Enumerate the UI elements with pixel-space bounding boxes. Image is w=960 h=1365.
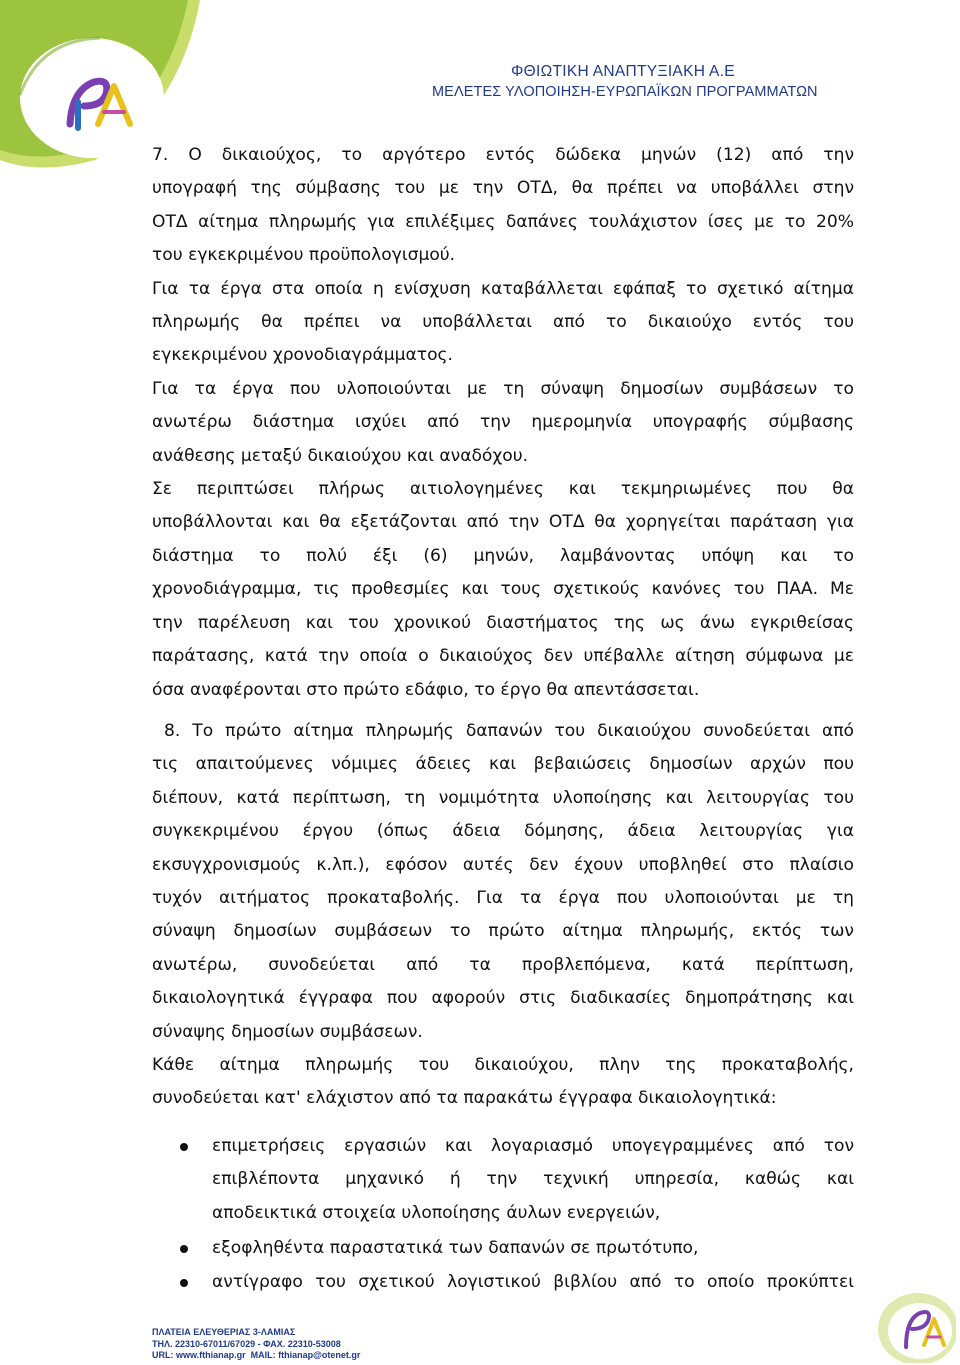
text-line: ανωτέρω διάστημα ισχύει από την ημερομηνία υπογραφής σύμβασης [152, 412, 854, 433]
text-line: την παρέλευση και του χρονικού διαστήματος της ως άνω εγκριθείσας [152, 612, 854, 633]
footer-address: ΠΛΑΤΕΙΑ ΕΛΕΥΘΕΡΙΑΣ 3-ΛΑΜΙΑΣ [152, 1327, 296, 1337]
text-line: διάστημα το πολύ έξι (6) μηνών, λαμβάνοντας υπόψη και το [152, 545, 854, 566]
text-line: υποβάλλονται και θα εξετάζονται από την ΟΤΔ θα χορηγείται παράταση για [152, 512, 854, 533]
text-line: πληρωμής θα πρέπει να υποβάλλεται από το δικαιούχο εντός του [152, 312, 854, 333]
text-line: τυχόν αιτήματος προκαταβολής. Για τα έργα που υλοποιούνται με τη [152, 888, 854, 909]
text-line: αποδεικτικά στοιχεία υλοποίησης άυλων ενεργειών, [212, 1202, 661, 1223]
text-line: συνοδεύεται κατ' ελάχιστον από τα παρακάτω έγγραφα δικαιολογητικά: [152, 1088, 777, 1109]
text-line: σύναψης δημοσίων συμβάσεων. [152, 1021, 423, 1042]
text-line: Για τα έργα που υλοποιούνται με τη σύναψη δημοσίων συμβάσεων το [152, 378, 854, 399]
footer-logo [872, 1283, 956, 1363]
text-line: εξοφληθέντα παραστατικά των δαπανών σε πρωτότυπο, [212, 1238, 699, 1258]
text-line: υπογραφή της σύμβασης του με την ΟΤΔ, θα πρέπει να υποβάλλει στην [152, 178, 854, 199]
text-line: ανωτέρω, συνοδεύεται από τα προβλεπόμενα, κατά περίπτωση, [152, 954, 854, 975]
org-name: ΦΘΙΩΤΙΚΗ ΑΝΑΠΤΥΞΙΑΚΗ Α.Ε [511, 63, 735, 80]
org-subtitle: ΜΕΛΕΤΕΣ ΥΛΟΠΟΙΗΣΗ-ΕΥΡΩΠΑΪΚΩΝ ΠΡΟΓΡΑΜΜΑΤΩΝ [432, 84, 818, 100]
list-item [212, 1232, 854, 1265]
text-line: Για τα έργα στα οποία η ενίσχυση καταβάλλεται εφάπαξ το σχετικό αίτημα [152, 278, 854, 299]
text-line: εγκεκριμένου χρονοδιαγράμματος. [152, 345, 453, 366]
text-line: τις απαιτούμενες νόμιμες άδειες και βεβαιώσεις δημοσίων αρχών που [152, 754, 854, 775]
text-line: εκσυγχρονισμούς κ.λπ.), εφόσον αυτές δεν έχουν υποβληθεί στο πλαίσιο [152, 854, 854, 875]
list-item [212, 1266, 854, 1299]
text-line: σύναψη δημοσίων συμβάσεων το πρώτο αίτημα πληρωμής, εκτός των [152, 921, 854, 942]
text-line: επιβλέποντα μηχανικό ή την τεχνική υπηρεσία, καθώς και [212, 1169, 854, 1190]
text-line: όσα αναφέρονται στο πρώτο εδάφιο, το έργο θα απεντάσσεται. [152, 679, 700, 700]
text-line: Σε περιπτώσει πλήρως αιτιολογημένες και τεκμηριωμένες που θα [152, 479, 854, 500]
text-line: του εγκεκριμένου προϋπολογισμού. [152, 245, 456, 266]
text-line: συγκεκριμένου έργου (όπως άδεια δόμησης, άδεια λειτουργίας για [152, 821, 854, 842]
bullet-dot [180, 1279, 188, 1287]
text-line: αντίγραφο του σχετικού λογιστικού βιβλίου από το οποίο προκύπτει [212, 1272, 854, 1292]
pa-logo [58, 72, 138, 132]
text-line: 7. Ο δικαιούχος, το αργότερο εντός δώδεκα μηνών (12) από την [152, 145, 854, 165]
text-line: χρονοδιάγραμμα, τις προθεσμίες και τους σχετικούς κανόνες του ΠΑΑ. Με [152, 579, 854, 600]
list-item [212, 1130, 854, 1230]
section-8 [152, 715, 854, 1116]
text-line: ΟΤΔ αίτημα πληρωμής για επιλέξιμες δαπάνες τουλάχιστον ίσες με το 20% [152, 211, 854, 232]
footer-web: URL: www.fthianap.gr MAIL: fthianap@otenet.gr [152, 1350, 361, 1360]
text-line: διέπουν, κατά περίπτωση, τη νομιμότητα υλοποίησης και λειτουργίας του [152, 787, 854, 808]
text-line: ανάθεσης μεταξύ δικαιούχου και αναδόχου. [152, 445, 529, 466]
text-line: Κάθε αίτημα πληρωμής του δικαιούχου, πλην της προκαταβολής, [152, 1055, 854, 1076]
bullet-dot [180, 1143, 188, 1151]
text-line: παράτασης, κατά την οποία ο δικαιούχος δεν υπέβαλλε αίτηση σύμφωνα με [152, 646, 854, 667]
footer-phones: ΤΗΛ. 22310-67011/67029 - ΦΑΧ. 22310-53008 [152, 1338, 341, 1349]
section-7 [152, 139, 854, 707]
text-line: 8. Το πρώτο αίτημα πληρωμής δαπανών του δικαιούχου συνοδεύεται από [152, 721, 854, 741]
text-line: δικαιολογητικά έγγραφα που αφορούν στις διαδικασίες δημοπράτησης και [152, 988, 854, 1009]
bullet-dot [180, 1245, 188, 1253]
footer-contact [152, 1327, 360, 1362]
text-line: επιμετρήσεις εργασιών και λογαριασμό υπογεγραμμένες από τον [212, 1136, 854, 1156]
